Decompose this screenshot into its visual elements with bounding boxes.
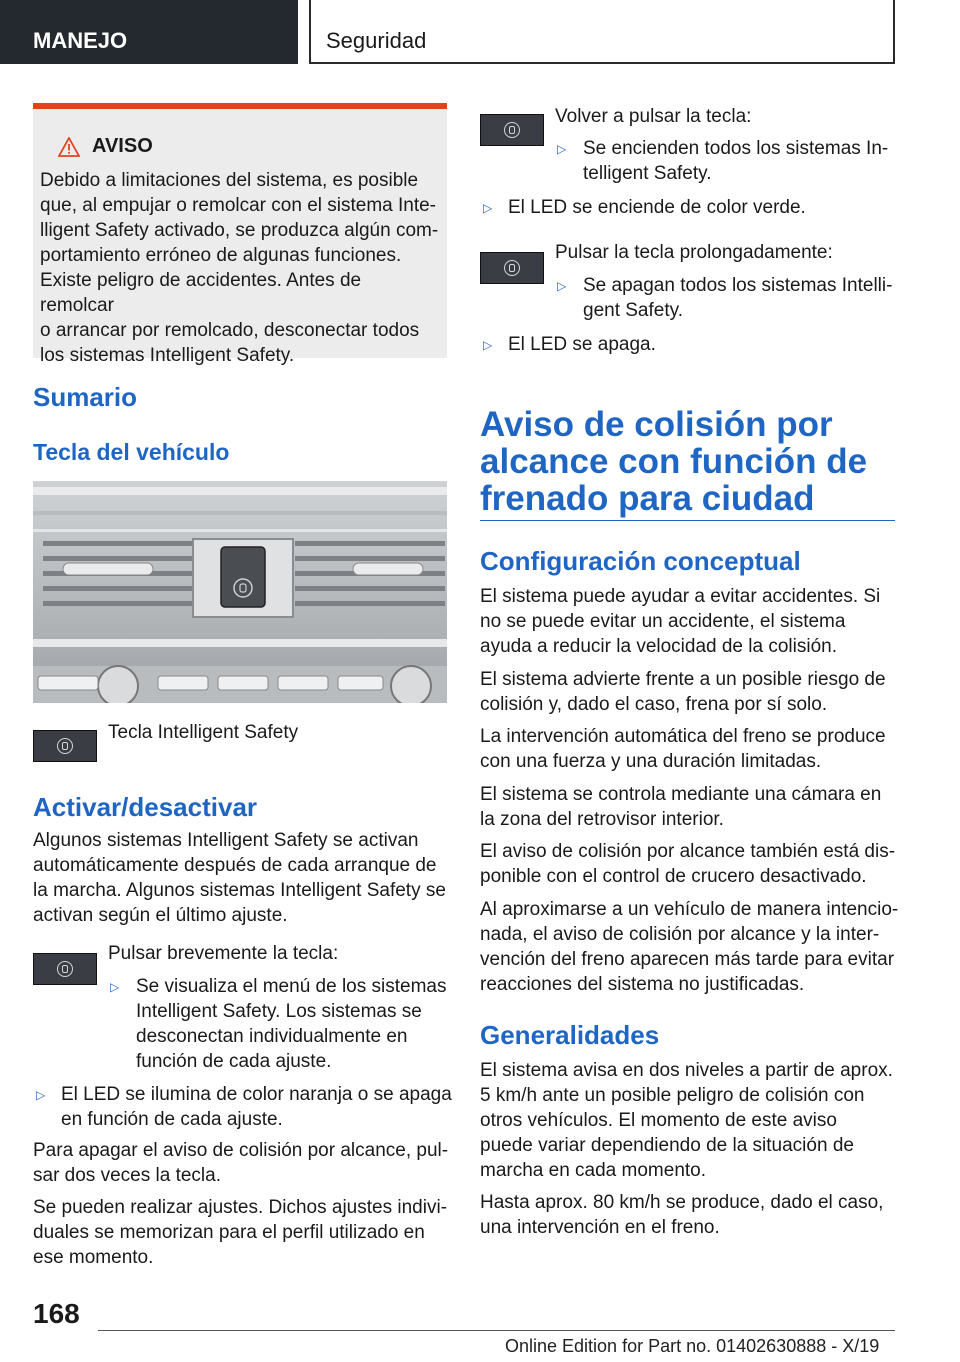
section-tab: MANEJO (0, 0, 298, 64)
paragraph-conf-6: Al aproximarse a un vehículo de manera intencio‐ nada, el aviso de colisión por alcance y la inter‐ vención del freno aparecen más tarde para evitar reacciones del sistema no justificadas. (480, 899, 899, 995)
heading-sumario: Sumario (33, 382, 138, 412)
bullet-triangle-icon: ▷ (36, 1088, 46, 1102)
paragraph-gen-2: Hasta aprox. 80 km/h se produce, dado el caso, una intervención en el freno. (480, 1192, 884, 1238)
bullet-triangle-icon: ▷ (483, 338, 493, 352)
intelligent-safety-key-icon (33, 730, 97, 762)
footer-edition: Online Edition for Part no. 01402630888 - X/19 (505, 1336, 880, 1356)
paragraph-gen-1: El sistema avisa en dos niveles a partir de aprox. 5 km/h ante un posible peligro de colisión con otros vehículos. El momento de este aviso puede variar dependiendo de la situación de marcha en cada momento. (480, 1060, 893, 1181)
warning-title: AVISO (92, 135, 153, 157)
press-long-text: Pulsar la tecla prolongadamente: (555, 242, 833, 263)
key-caption: Tecla Intelligent Safety (108, 722, 299, 743)
footer-rule (98, 1330, 895, 1331)
intelligent-safety-key-icon (480, 252, 544, 284)
paragraph-conf-5: El aviso de colisión por alcance también está dis‐ ponible con el control de crucero desactivado. (480, 841, 896, 887)
paragraph-activar: Algunos sistemas Intelligent Safety se activan automáticamente después de cada arranque de la marcha. Algunos sistemas Intelligent Safety se activan según el último ajuste. (33, 830, 446, 926)
bullet-triangle-icon: ▷ (483, 201, 493, 215)
heading-tecla: Tecla del vehículo (33, 439, 230, 465)
warning-text: Debido a limitaciones del sistema, es posible que, al empujar o remolcar con el sistema Inte‐ lligent Safety activado, se produzca algún com‐ portamiento erróneo de algunas funciones. Existe peligro de accidentes. Antes de remolcar o arrancar por remolcado, desconectar todos los sistemas Intelligent Safety. (40, 170, 439, 366)
warning-box (33, 103, 447, 366)
paragraph-apagar: Para apagar el aviso de colisión por alcance, pul‐ sar dos veces la tecla. (33, 1140, 449, 1186)
intelligent-safety-key-icon (480, 114, 544, 146)
chapter-title: Seguridad (309, 0, 895, 64)
paragraph-conf-1: El sistema puede ayudar a evitar accidentes. Si no se puede evitar un accidente, el sistema ayuda a reducir la velocidad de la colisión. (480, 586, 881, 657)
press-again-text: Volver a pulsar la tecla: (555, 106, 752, 127)
led-off-bullet: El LED se apaga. (508, 334, 656, 355)
press-short-text: Pulsar brevemente la tecla: (108, 943, 339, 964)
press-short-bullet: Se visualiza el menú de los sistemas Intelligent Safety. Los sistemas se desconectan individualmente en función de cada ajuste. (136, 976, 447, 1072)
heading-activar: Activar/desactivar (33, 792, 258, 822)
heading-aviso-colision: Aviso de colisión por alcance con función de frenado para ciudad (480, 405, 868, 518)
intelligent-safety-key-icon (33, 953, 97, 985)
paragraph-conf-3: La intervención automática del freno se produce con una fuerza y una duración limitadas. (480, 726, 886, 772)
bullet-triangle-icon: ▷ (557, 279, 567, 293)
page-number: 168 (33, 1298, 80, 1329)
press-long-bullet: Se apagan todos los sistemas Intelli‐ gent Safety. (583, 275, 893, 321)
paragraph-conf-2: El sistema advierte frente a un posible riesgo de colisión y, dado el caso, frena por sí solo. (480, 669, 886, 715)
led-bullet: El LED se ilumina de color naranja o se apaga en función de cada ajuste. (61, 1084, 452, 1130)
led-green-bullet: El LED se enciende de color verde. (508, 197, 806, 218)
warning-triangle-icon (58, 137, 80, 157)
bullet-triangle-icon: ▷ (110, 980, 120, 994)
vehicle-key-photo (33, 481, 447, 703)
paragraph-ajustes: Se pueden realizar ajustes. Dichos ajustes indivi‐ duales se memorizan para el perfil utilizado en ese momento. (33, 1197, 447, 1268)
press-again-bullet: Se encienden todos los sistemas In‐ telligent Safety. (583, 138, 889, 184)
paragraph-conf-4: El sistema se controla mediante una cámara en la zona del retrovisor interior. (480, 784, 882, 830)
heading-generalidades: Generalidades (480, 1020, 660, 1050)
heading-configuracion: Configuración conceptual (480, 546, 801, 576)
bullet-triangle-icon: ▷ (557, 142, 567, 156)
heading-underline (480, 520, 895, 521)
